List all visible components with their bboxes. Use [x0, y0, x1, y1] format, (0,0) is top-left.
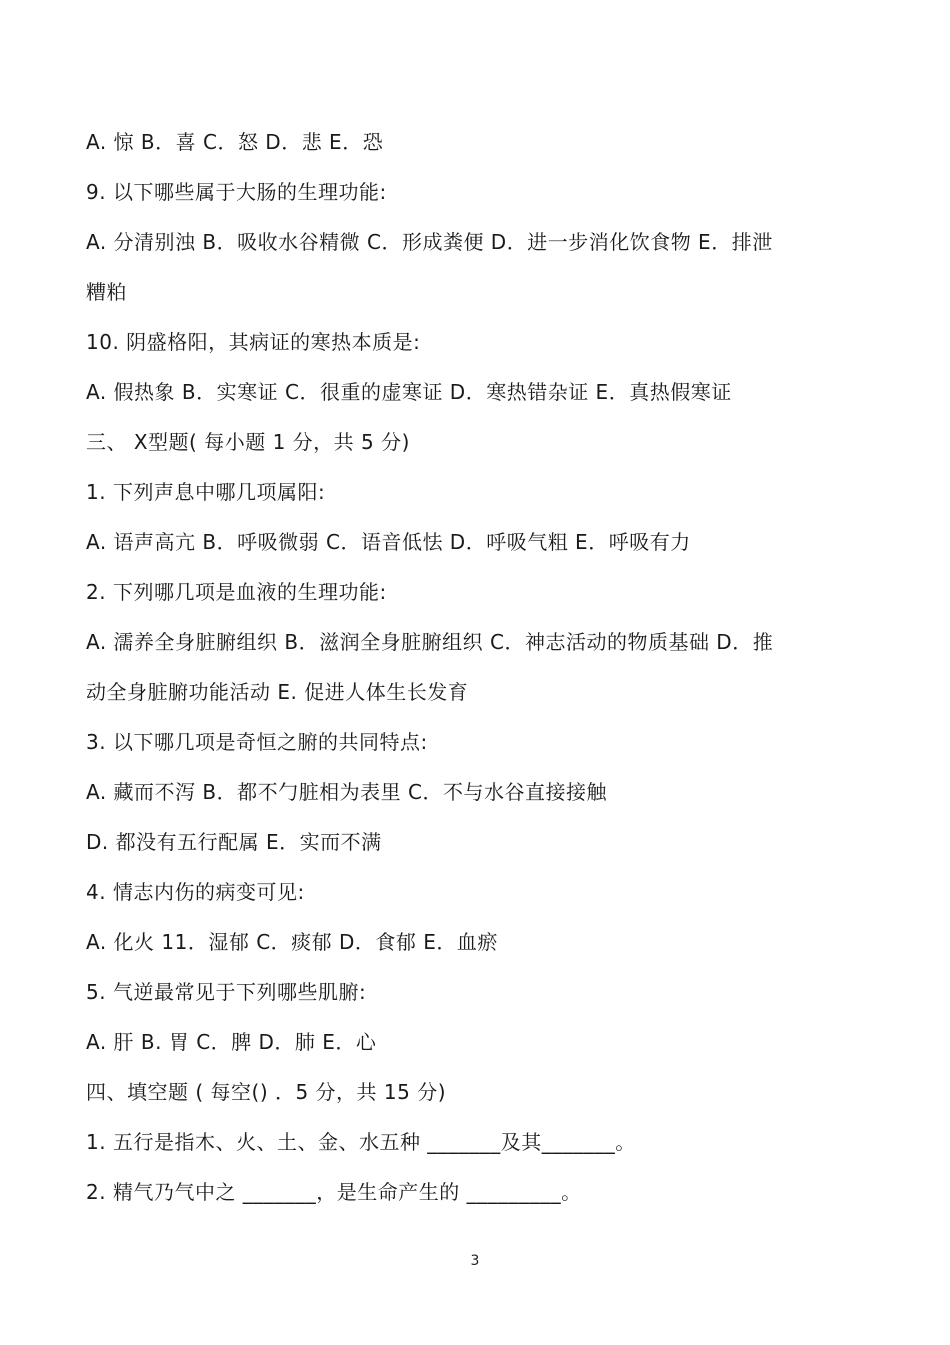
text-line: A. 濡养全身脏腑组织 B．滋润全身脏腑组织 C．神志活动的物质基础 D．推	[86, 630, 774, 654]
text-line: A. 假热象 B．实寒证 C．很重的虚寒证 D．寒热错杂证 E．真热假寒证	[86, 380, 732, 404]
text-line: A. 语声高亢 B．呼吸微弱 C．语音低怯 D．呼吸气粗 E．呼吸有力	[86, 530, 691, 554]
text-line: 9. 以下哪些属于大肠的生理功能:	[86, 180, 387, 204]
text-line: 2. 精气乃气中之 _______，是生命产生的 _________。	[86, 1180, 582, 1204]
text-line: 10. 阴盛格阳，其病证的寒热本质是:	[86, 330, 421, 354]
text-line: 1. 五行是指木、火、土、金、水五种 _______及其_______。	[86, 1130, 636, 1154]
text-line: 5. 气逆最常见于下列哪些肌腑:	[86, 980, 367, 1004]
text-line: D. 都没有五行配属 E．实而不满	[86, 830, 382, 854]
text-line: A. 藏而不泻 B．都不勹脏相为表里 C．不与水谷直接接触	[86, 780, 607, 804]
text-line: 4. 情志内伤的病变可见:	[86, 880, 305, 904]
text-line: A. 分清别浊 B．吸收水谷精微 C．形成粪便 D．进一步消化饮食物 E．排泄	[86, 230, 773, 254]
text-line: A. 惊 B．喜 C．怒 D．悲 E．恐	[86, 130, 384, 154]
text-line: 1. 下列声息中哪几项属阳:	[86, 480, 326, 504]
text-line: 3. 以下哪几项是奇恒之腑的共同特点:	[86, 730, 428, 754]
page-number: 3	[470, 1253, 480, 1269]
section-heading: 三、 X型题( 每小题 1 分，共 5 分)	[86, 430, 410, 454]
text-line: 糟粕	[86, 280, 127, 304]
text-line: 动全身脏腑功能活动 E. 促进人体生长发育	[86, 680, 469, 704]
text-line: 2. 下列哪几项是血液的生理功能:	[86, 580, 387, 604]
text-line: A. 肝 B. 胃 C．脾 D．肺 E．心	[86, 1030, 377, 1054]
text-line: A. 化火 11．湿郁 C．痰郁 D．食郁 E．血瘀	[86, 930, 498, 954]
section-heading: 四、填空题 ( 每空() ．5 分，共 15 分)	[86, 1080, 447, 1104]
